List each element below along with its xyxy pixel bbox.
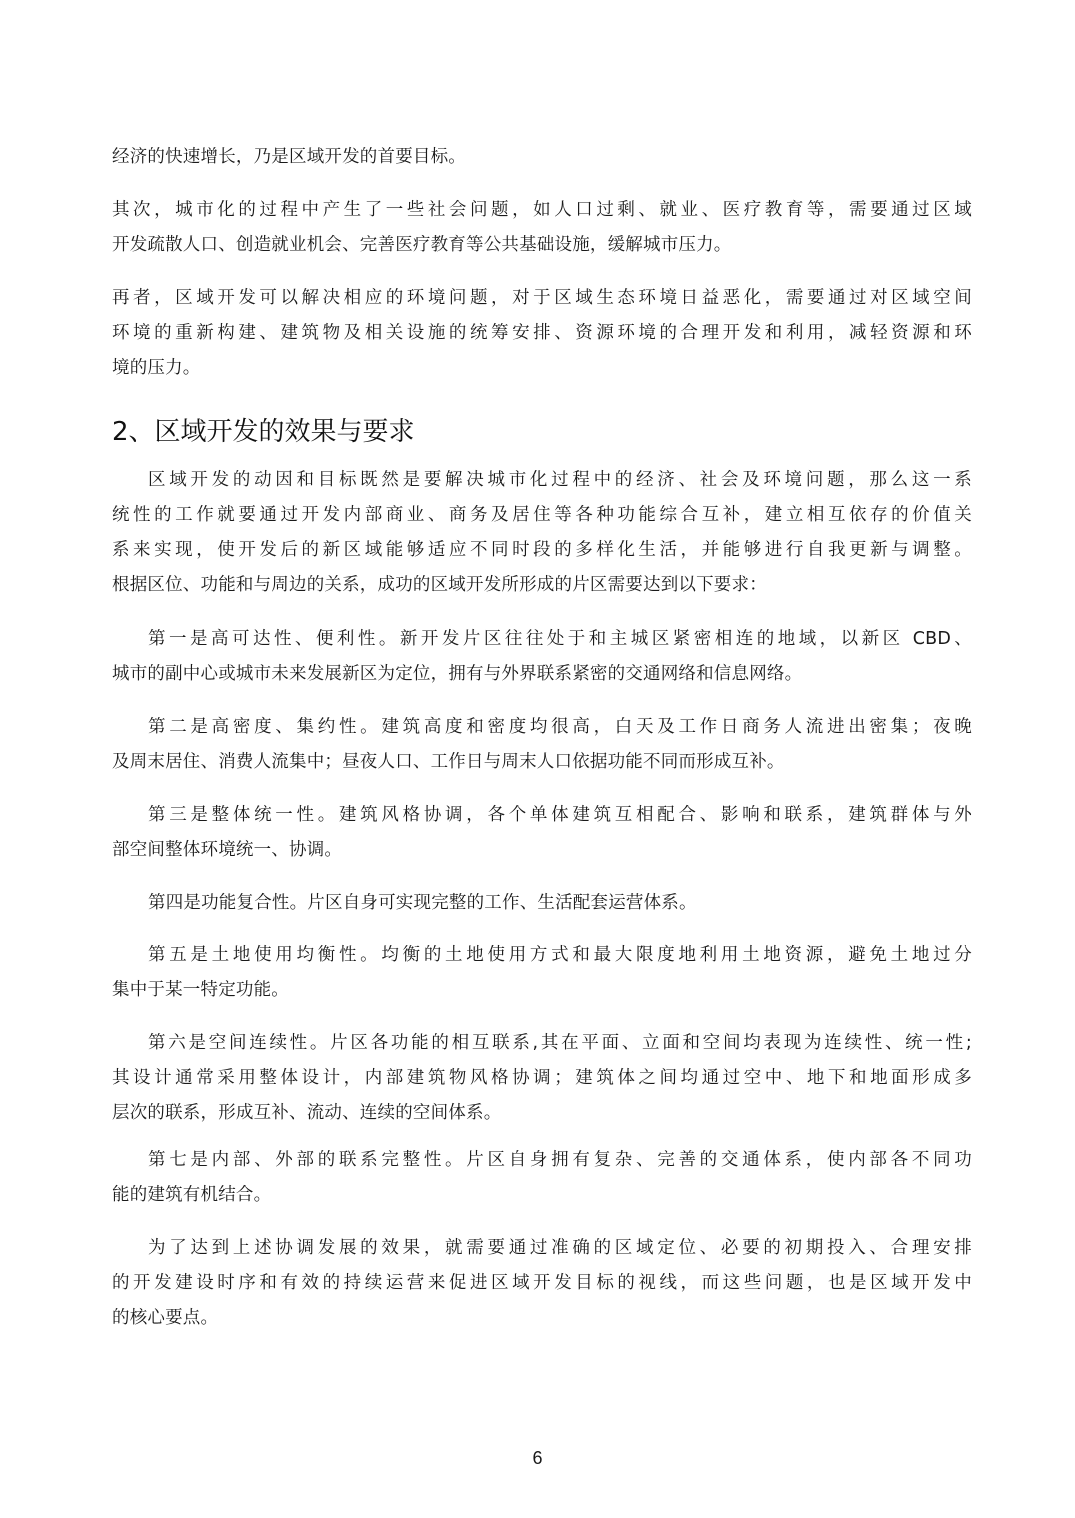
paragraph-line: 第五是土地使用均衡性。均衡的土地使用方式和最大限度地利用土地资源，避免土地过分 bbox=[148, 945, 972, 965]
paragraph-line: 部空间整体环境统一、协调。 bbox=[112, 840, 343, 860]
paragraph-line: 的核心要点。 bbox=[112, 1308, 219, 1328]
paragraph-line: 集中于某一特定功能。 bbox=[112, 980, 289, 1000]
paragraph-line: 的开发建设时序和有效的持续运营来促进区域开发目标的视线，而这些问题，也是区域开发中 bbox=[112, 1273, 972, 1293]
section-heading: 2、区域开发的效果与要求 bbox=[112, 417, 415, 447]
paragraph-line: 经济的快速增长，乃是区域开发的首要目标。 bbox=[112, 147, 466, 167]
paragraph-line: 第二是高密度、集约性。建筑高度和密度均很高，白天及工作日商务人流进出密集；夜晚 bbox=[148, 717, 972, 737]
paragraph-line: 再者，区域开发可以解决相应的环境问题，对于区域生态环境日益恶化，需要通过对区域空间 bbox=[112, 288, 972, 308]
paragraph-line: 城市的副中心或城市未来发展新区为定位，拥有与外界联系紧密的交通网络和信息网络。 bbox=[112, 664, 803, 684]
paragraph-line: 及周末居住、消费人流集中；昼夜人口、工作日与周末人口依据功能不同而形成互补。 bbox=[112, 752, 785, 772]
paragraph-line: 其设计通常采用整体设计，内部建筑物风格协调；建筑体之间均通过空中、地下和地面形成多 bbox=[112, 1068, 972, 1088]
paragraph-line: 境的压力。 bbox=[112, 358, 201, 378]
page-number: 6 bbox=[532, 1448, 543, 1468]
paragraph-line: 开发疏散人口、创造就业机会、完善医疗教育等公共基础设施，缓解城市压力。 bbox=[112, 235, 732, 255]
paragraph-line: 能的建筑有机结合。 bbox=[112, 1185, 272, 1205]
paragraph-line: 第四是功能复合性。片区自身可实现完整的工作、生活配套运营体系。 bbox=[148, 893, 697, 913]
paragraph-line: 其次，城市化的过程中产生了一些社会问题，如人口过剩、就业、医疗教育等，需要通过区域 bbox=[112, 200, 972, 220]
paragraph-line: 环境的重新构建、建筑物及相关设施的统筹安排、资源环境的合理开发和利用，减轻资源和环 bbox=[112, 323, 972, 343]
paragraph-line: 第六是空间连续性。片区各功能的相互联系,其在平面、立面和空间均表现为连续性、统一性; bbox=[148, 1033, 972, 1053]
paragraph-line: 区域开发的动因和目标既然是要解决城市化过程中的经济、社会及环境问题，那么这一系 bbox=[148, 470, 972, 490]
paragraph-line: 系来实现，使开发后的新区域能够适应不同时段的多样化生活，并能够进行自我更新与调整。 bbox=[112, 540, 972, 560]
paragraph-line: 第七是内部、外部的联系完整性。片区自身拥有复杂、完善的交通体系，使内部各不同功 bbox=[148, 1150, 972, 1170]
paragraph-line: 根据区位、功能和与周边的关系，成功的区域开发所形成的片区需要达到以下要求： bbox=[112, 575, 767, 595]
paragraph-line: 层次的联系，形成互补、流动、连续的空间体系。 bbox=[112, 1103, 502, 1123]
paragraph-line: 统性的工作就要通过开发内部商业、商务及居住等各种功能综合互补，建立相互依存的价值关 bbox=[112, 505, 972, 525]
paragraph-line: 第三是整体统一性。建筑风格协调，各个单体建筑互相配合、影响和联系，建筑群体与外 bbox=[148, 805, 972, 825]
paragraph-line: 第一是高可达性、便利性。新开发片区往往处于和主城区紧密相连的地域，以新区 CBD、 bbox=[148, 629, 972, 649]
paragraph-line: 为了达到上述协调发展的效果，就需要通过准确的区域定位、必要的初期投入、合理安排 bbox=[148, 1238, 972, 1258]
